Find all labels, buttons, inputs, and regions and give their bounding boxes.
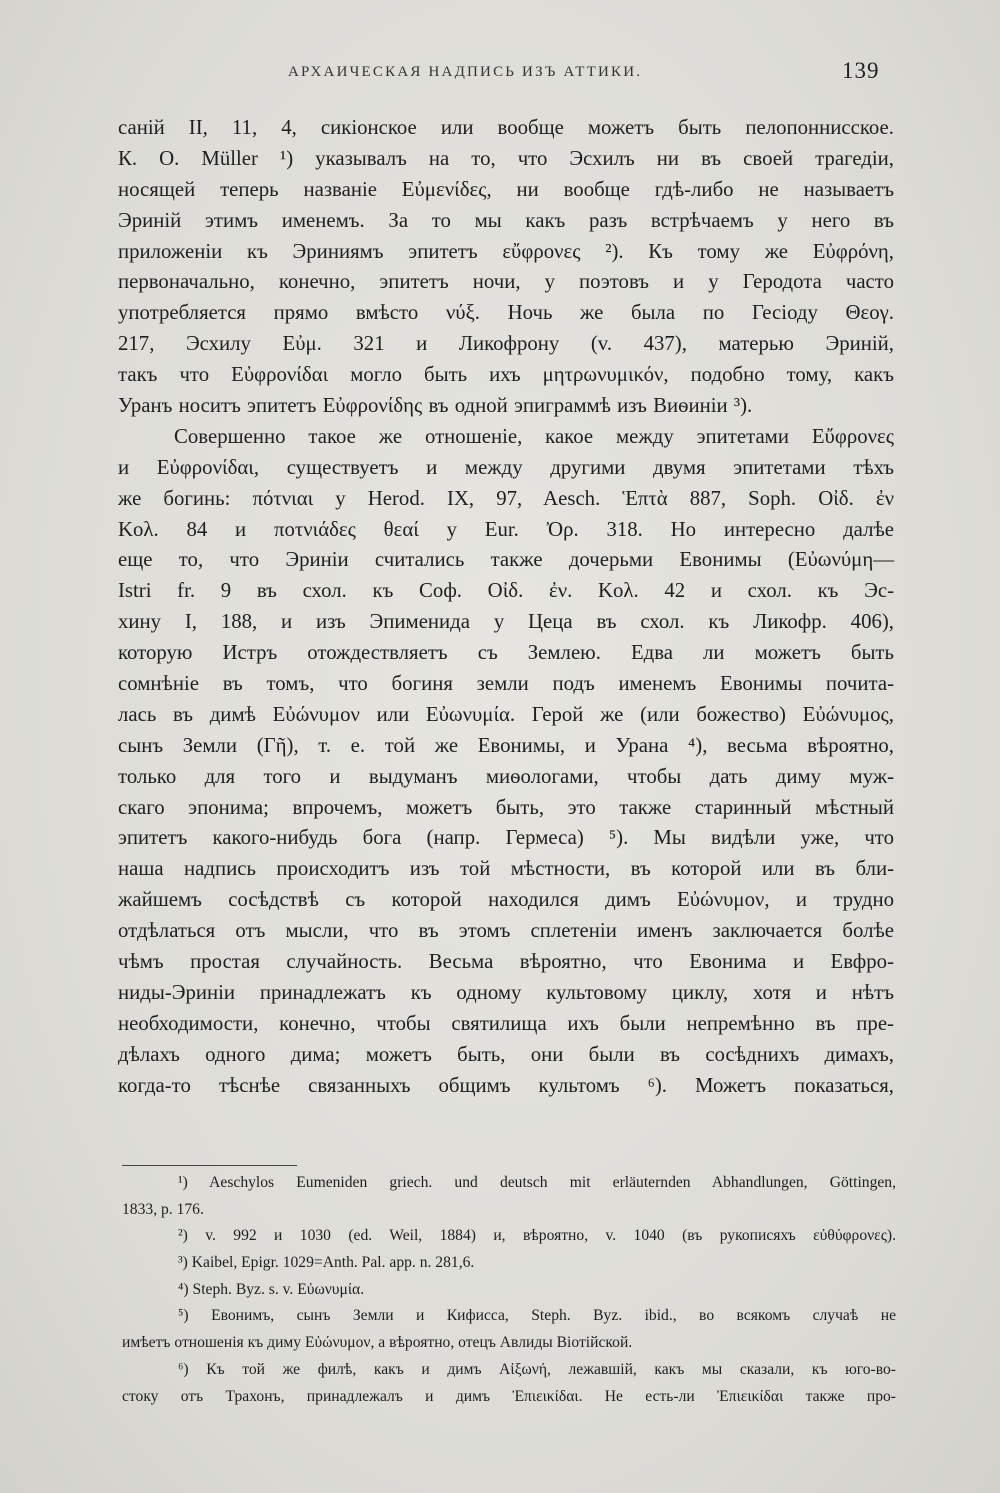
- text-line: необходимости, конечно, чтобы святилища ихъ были непремѣнно въ пре-: [118, 1011, 894, 1035]
- footnotes: [122, 1170, 896, 1410]
- footnote-divider: [122, 1165, 297, 1166]
- text-line: Istri fr. 9 въ схол. къ Соф. Οἰδ. ἐν. Κολ. 42 и схол. къ Эс-: [118, 579, 894, 603]
- text-line: лась въ димѣ Εὐώνυμον или Εὐωνυμία. Герой же (или божество) Εὐώνυμος,: [118, 702, 894, 726]
- text-line: сомнѣнiе въ томъ, что богиня земли подъ именемъ Евонимы почита-: [118, 672, 894, 696]
- footnote-line: ²) v. 992 и 1030 (ed. Weil, 1884) и, вѣроятно, v. 1040 (въ рукописяхъ εὐθύφρονες).: [178, 1227, 896, 1245]
- page-number: 139: [842, 58, 880, 83]
- text-line: и Εὐφρονίδαι, существуетъ и между другими двумя эпитетами тѣхъ: [118, 455, 894, 479]
- text-line: чѣмъ простая случайность. Весьма вѣроятно, что Евонима и Евфро-: [118, 950, 894, 974]
- footnote-line: ⁴) Steph. Byz. s. v. Εὐωνυμία.: [178, 1280, 365, 1298]
- main-text: [118, 113, 894, 1102]
- footnote-line: ¹) Aeschylos Eumeniden griech. und deutsch mit erläuternden Abhandlungen, Göttingen,: [178, 1174, 896, 1191]
- text-line: санiй II, 11, 4, сикiонское или вообще можетъ быть пелопоннисское.: [118, 116, 894, 139]
- text-line: жайшемъ сосѣдствѣ съ которой находился димъ Εὐώνυμον, и трудно: [118, 888, 894, 912]
- text-line: хину I, 188, и изъ Эпименида у Цеца въ схол. къ Ликофр. 406),: [118, 610, 894, 634]
- footnote-line: имѣетъ отношенiя къ диму Εὐώνυμον, а вѣроятно, отецъ Авлиды Вiотiйской.: [122, 1334, 633, 1352]
- text-line: наша надпись происходитъ изъ той мѣстности, въ которой или въ бли-: [118, 857, 894, 881]
- running-title: АРХАИЧЕСКАЯ НАДПИСЬ ИЗЪ АТТИКИ.: [288, 64, 643, 80]
- text-line: приложенiи къ Эриниямъ эпитетъ εὔφρονες ²). Къ тому же Εὐφρόνη,: [118, 239, 894, 263]
- text-line: эпитетъ какого-нибудь бога (напр. Гермеса) ⁵). Мы видѣли уже, что: [118, 826, 894, 850]
- text-line: когда-то тѣснѣе связанныхъ общимъ культомъ ⁶). Можетъ показаться,: [118, 1073, 894, 1097]
- text-line: носящей теперь названiе Εὐμενίδες, ни вообще гдѣ-либо не называетъ: [118, 177, 894, 201]
- footnote-line: стоку отъ Трахонъ, принадлежалъ и димъ Ἐπιεικίδαι. Не есть-ли Ἐπιεικίδαι также про-: [122, 1387, 896, 1405]
- text-line: скаго эпонима; впрочемъ, можетъ быть, это также старинный мѣстный: [118, 795, 894, 819]
- text-line: ниды-Эринiи принадлежатъ къ одному культовому циклу, хотя и нѣтъ: [118, 980, 894, 1004]
- text-line: такъ что Εὐφρονίδαι могло быть ихъ μητρωνυμικόν, подобно тому, какъ: [118, 363, 894, 387]
- text-line: еще то, что Эринiи считались также дочерьми Евонимы (Εὐωνύμη—: [118, 548, 894, 572]
- text-line: употребляется прямо вмѣсто νύξ. Ночь же была по Гесiоду Θεογ.: [118, 301, 894, 325]
- text-line: дѣлахъ одного дима; можетъ быть, они были въ сосѣднихъ димахъ,: [118, 1042, 894, 1066]
- text-line: К. О. Müller ¹) указывалъ на то, что Эсхилъ ни въ своей трагедiи,: [118, 146, 894, 170]
- text-line: отдѣлаться отъ мысли, что въ этомъ сплетенiи именъ заключается болѣе: [118, 919, 894, 943]
- text-line: Совершенно такое же отношенiе, какое между эпитетами Εὔφρονες: [174, 424, 894, 448]
- text-line: Эринiй этимъ именемъ. За то мы какъ разъ встрѣчаемъ у него въ: [118, 208, 894, 232]
- footnote-line: ³) Kaibel, Epigr. 1029=Anth. Pal. app. n. 281,6.: [178, 1254, 475, 1272]
- text-line: первоначально, конечно, эпитетъ ночи, у поэтовъ и у Геродота часто: [118, 270, 894, 294]
- text-line: которую Истръ отождествляетъ съ Землею. Едва ли можетъ быть: [118, 641, 894, 665]
- footnote-line: 1833, p. 176.: [122, 1200, 204, 1218]
- text-line: Уранъ носитъ эпитетъ Εὐφρονίδης въ одной эпиграммѣ изъ Виѳинiи ³).: [118, 394, 753, 418]
- footnote-line: ⁵) Евонимъ, сынъ Земли и Кифисса, Steph. Byz. ibid., во всякомъ случаѣ не: [178, 1307, 896, 1325]
- text-line: сынъ Земли (Γῆ), т. е. той же Евонимы, и Урана ⁴), весьма вѣроятно,: [118, 733, 894, 757]
- footnote-line: ⁶) Къ той же филѣ, какъ и димъ Αἰξωνή, лежавшiй, какъ мы сказали, къ юго-во-: [178, 1360, 896, 1378]
- text-line: только для того и выдуманъ миѳологами, чтобы дать диму муж-: [118, 764, 894, 788]
- text-line: же богинь: πότνιαι у Herod. IX, 97, Aesch. Ἑπτὰ 887, Soph. Οἰδ. ἐν: [118, 486, 894, 510]
- text-line: Κολ. 84 и ποτνιάδες θεαί у Eur. Ὀρ. 318. Но интересно далѣе: [118, 517, 894, 541]
- text-line: 217, Эсхилу Εὐμ. 321 и Ликофрону (v. 437), матерью Эринiй,: [118, 332, 894, 356]
